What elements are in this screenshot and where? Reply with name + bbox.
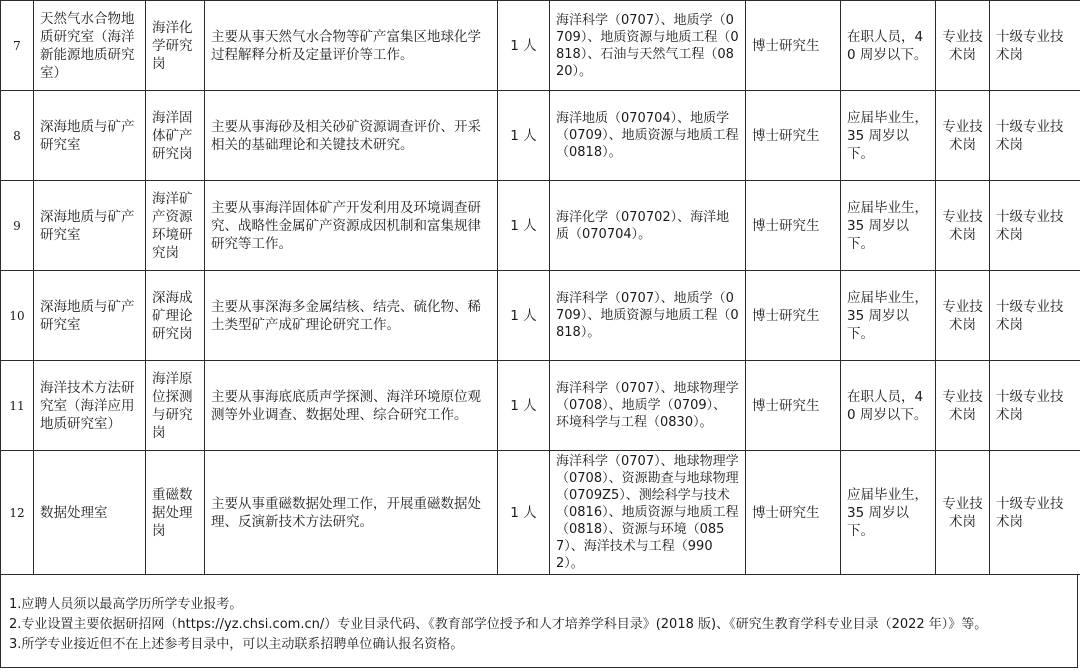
- degree-cell: 博士研究生: [746, 361, 841, 451]
- table-row: [1, 361, 1080, 451]
- requirement-cell: 应届毕业生，35 周岁以下。: [841, 181, 936, 271]
- table-body: [1, 1, 1080, 575]
- post-type-cell: 专业技术岗: [936, 451, 990, 575]
- duty-cell: 主要从事海洋固体矿产开发利用及环境调查研究、战略性金属矿产资源成因机制和富集规律研究等工作。: [205, 181, 498, 271]
- degree-cell: 博士研究生: [746, 181, 841, 271]
- post-level-cell: 十级专业技术岗: [990, 451, 1080, 575]
- post-level-cell: 十级专业技术岗: [990, 91, 1080, 181]
- post-name-cell: 重磁数据处理岗: [146, 451, 205, 575]
- row-number: 10: [1, 271, 34, 361]
- table-row: [1, 451, 1080, 575]
- department-cell: 天然气水合物地质研究室（海洋新能源地质研究室）: [34, 1, 146, 91]
- requirement-cell: 在职人员，40 周岁以下。: [841, 361, 936, 451]
- department-cell: 数据处理室: [34, 451, 146, 575]
- major-cell: 海洋科学（0707）、地质学（0709）、地质资源与地质工程（0818）。: [550, 271, 746, 361]
- post-level-cell: 十级专业技术岗: [990, 271, 1080, 361]
- row-number: 8: [1, 91, 34, 181]
- note-line: 2.专业设置主要依据研招网（https://yz.chsi.com.cn/）专业目录代码、《教育部学位授予和人才培养学科目录》(2018 版)、《研究生教育学科专业目录（2022 年）》等。: [9, 617, 988, 632]
- post-type-cell: 专业技术岗: [936, 181, 990, 271]
- row-number: 11: [1, 361, 34, 451]
- duty-cell: 主要从事海砂及相关砂矿资源调查评价、开采相关的基础理论和关键技术研究。: [205, 91, 498, 181]
- post-name-cell: 海洋原位探测与研究岗: [146, 361, 205, 451]
- post-name-cell: 海洋矿产资源环境研究岗: [146, 181, 205, 271]
- headcount-cell: 1 人: [498, 271, 550, 361]
- row-number: 9: [1, 181, 34, 271]
- headcount-cell: 1 人: [498, 181, 550, 271]
- major-cell: 海洋地质（070704）、地质学（0709）、地质资源与地质工程（0818）。: [550, 91, 746, 181]
- requirement-cell: 应届毕业生，35 周岁以下。: [841, 271, 936, 361]
- major-cell: 海洋科学（0707）、地质学（0709）、地质资源与地质工程（0818）、石油与天然气工程（0820）。: [550, 1, 746, 91]
- notes-box: [0, 574, 1078, 668]
- post-type-cell: 专业技术岗: [936, 91, 990, 181]
- duty-cell: 主要从事天然气水合物等矿产富集区地球化学过程解释分析及定量评价等工作。: [205, 1, 498, 91]
- requirement-cell: 应届毕业生，35 周岁以下。: [841, 451, 936, 575]
- note-line: 3.所学专业接近但不在上述参考目录中，可以主动联系招聘单位确认报名资格。: [9, 637, 464, 652]
- post-name-cell: 海洋固体矿产研究岗: [146, 91, 205, 181]
- requirement-cell: 应届毕业生，35 周岁以下。: [841, 91, 936, 181]
- duty-cell: 主要从事深海多金属结核、结壳、硫化物、稀土类型矿产成矿理论研究工作。: [205, 271, 498, 361]
- row-number: 7: [1, 1, 34, 91]
- table-row: [1, 1, 1080, 91]
- headcount-cell: 1 人: [498, 451, 550, 575]
- post-type-cell: 专业技术岗: [936, 1, 990, 91]
- headcount-cell: 1 人: [498, 361, 550, 451]
- requirement-cell: 在职人员，40 周岁以下。: [841, 1, 936, 91]
- degree-cell: 博士研究生: [746, 451, 841, 575]
- degree-cell: 博士研究生: [746, 271, 841, 361]
- table-row: [1, 181, 1080, 271]
- department-cell: 深海地质与矿产研究室: [34, 271, 146, 361]
- degree-cell: 博士研究生: [746, 1, 841, 91]
- duty-cell: 主要从事重磁数据处理工作，开展重磁数据处理、反演新技术方法研究。: [205, 451, 498, 575]
- post-level-cell: 十级专业技术岗: [990, 181, 1080, 271]
- post-name-cell: 深海成矿理论研究岗: [146, 271, 205, 361]
- headcount-cell: 1 人: [498, 1, 550, 91]
- table-row: [1, 271, 1080, 361]
- major-cell: 海洋科学（0707）、地球物理学（0708）、地质学（0709）、环境科学与工程（0830）。: [550, 361, 746, 451]
- department-cell: 海洋技术方法研究室（海洋应用地质研究室）: [34, 361, 146, 451]
- post-type-cell: 专业技术岗: [936, 271, 990, 361]
- post-level-cell: 十级专业技术岗: [990, 1, 1080, 91]
- post-name-cell: 海洋化学研究岗: [146, 1, 205, 91]
- post-type-cell: 专业技术岗: [936, 361, 990, 451]
- major-cell: 海洋科学（0707）、地球物理学（0708）、资源勘查与地球物理（0709Z5）、测绘科学与技术（0816）、地质资源与地质工程（0818）、资源与环境（0857）、海洋技术与工程（9902）。: [550, 451, 746, 575]
- row-number: 12: [1, 451, 34, 575]
- department-cell: 深海地质与矿产研究室: [34, 181, 146, 271]
- table-row: [1, 91, 1080, 181]
- duty-cell: 主要从事海底底质声学探测、海洋环境原位观测等外业调查、数据处理、综合研究工作。: [205, 361, 498, 451]
- degree-cell: 博士研究生: [746, 91, 841, 181]
- department-cell: 深海地质与矿产研究室: [34, 91, 146, 181]
- post-level-cell: 十级专业技术岗: [990, 361, 1080, 451]
- major-cell: 海洋化学（070702）、海洋地质（070704）。: [550, 181, 746, 271]
- note-line: 1.应聘人员须以最高学历所学专业报考。: [9, 597, 243, 612]
- headcount-cell: 1 人: [498, 91, 550, 181]
